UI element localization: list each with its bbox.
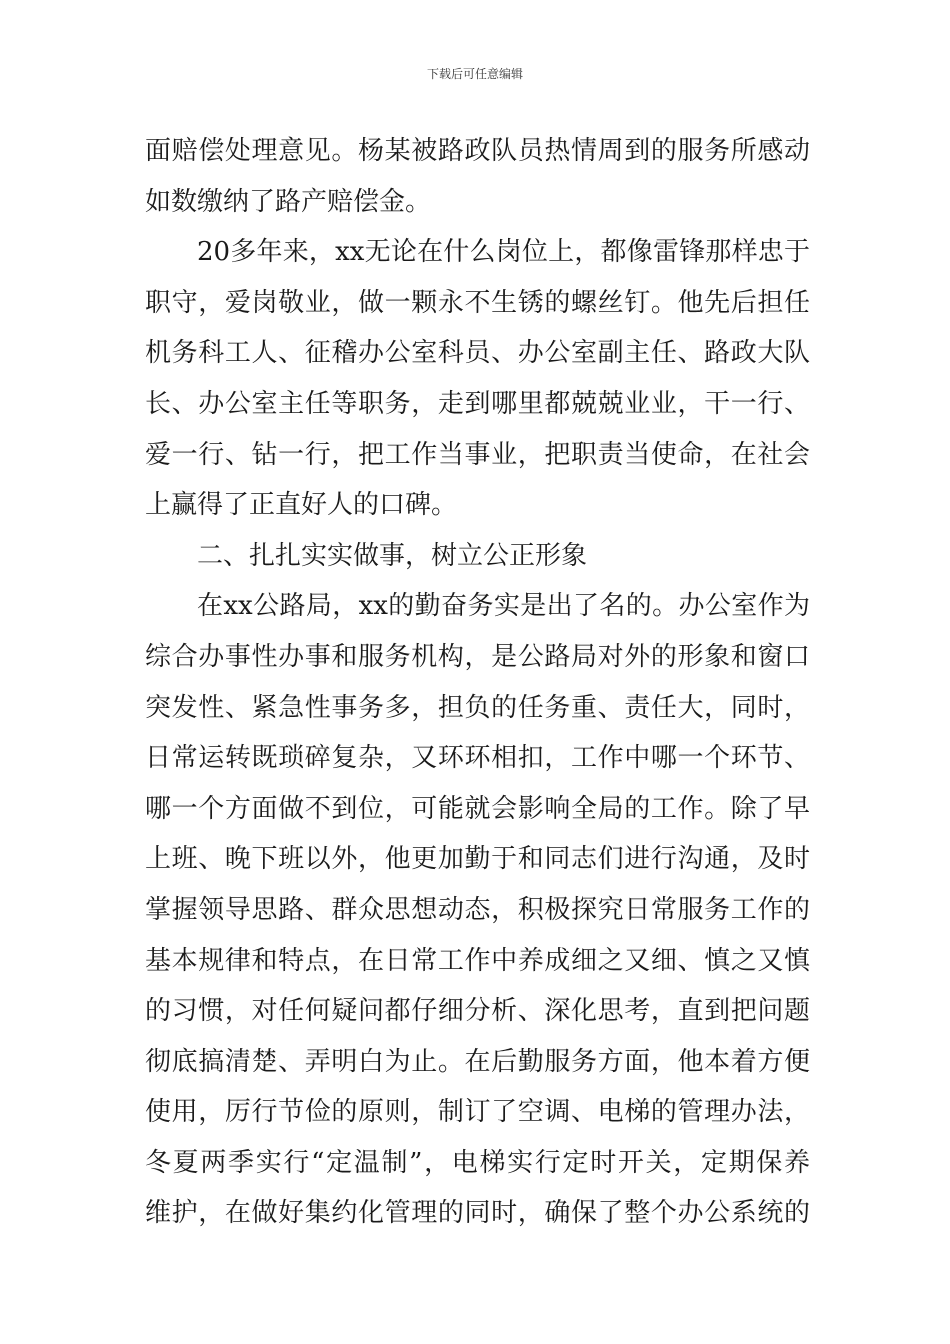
text-line: 上赢得了正直好人的口碑。 (145, 490, 458, 521)
text-line: 的习惯，对任何疑问都仔细分析、深化思考，直到把问题 (145, 996, 810, 1027)
text-line: 面赔偿处理意见。杨某被路政队员热情周到的服务所感动 (145, 136, 810, 166)
text-line: 掌握领导思路、群众思想动态，积极探究日常服务工作的 (145, 894, 810, 925)
page-header-note: 下载后可任意编辑 (426, 67, 523, 81)
text-line: 20多年来，xx无论在什么岗位上，都像雷锋那样忠于 (197, 237, 810, 268)
text-line: 哪一个方面做不到位，可能就会影响全局的工作。除了早 (145, 793, 810, 824)
text-line: 职守，爱岗敬业，做一颗永不生锈的螺丝钉。他先后担任 (145, 287, 810, 318)
text-line: 综合办事性办事和服务机构，是公路局对外的形象和窗口 (145, 641, 810, 672)
text-line: 爱一行、钻一行，把工作当事业，把职责当使命，在社会 (145, 439, 810, 470)
text-line: 突发性、紧急性事务多，担负的任务重、责任大，同时， (145, 692, 810, 723)
document-body (145, 126, 810, 1239)
text-line: 基本规律和特点，在日常工作中养成细之又细、慎之又慎 (145, 945, 810, 976)
text-line: 彻底搞清楚、弄明白为止。在后勤服务方面，他本着方便 (145, 1046, 810, 1077)
text-line: 冬夏两季实行“定温制”，电梯实行定时开关，定期保养 (145, 1147, 810, 1178)
text-line: 长、办公室主任等职务，走到哪里都兢兢业业，干一行、 (145, 388, 810, 419)
text-line: 使用，厉行节俭的原则，制订了空调、电梯的管理办法， (145, 1097, 810, 1128)
section-heading: 二、扎扎实实做事，树立公正形象 (197, 540, 588, 571)
text-line: 日常运转既琐碎复杂，又环环相扣，工作中哪一个环节、 (145, 743, 810, 774)
text-line: 如数缴纳了路产赔偿金。 (145, 186, 432, 217)
text-line: 在xx公路局，xx的勤奋务实是出了名的。办公室作为 (197, 591, 810, 622)
text-line: 机务科工人、征稽办公室科员、办公室副主任、路政大队 (145, 338, 810, 369)
text-line: 上班、晚下班以外，他更加勤于和同志们进行沟通，及时 (145, 844, 810, 875)
text-line: 维护，在做好集约化管理的同时，确保了整个办公系统的 (145, 1198, 810, 1229)
